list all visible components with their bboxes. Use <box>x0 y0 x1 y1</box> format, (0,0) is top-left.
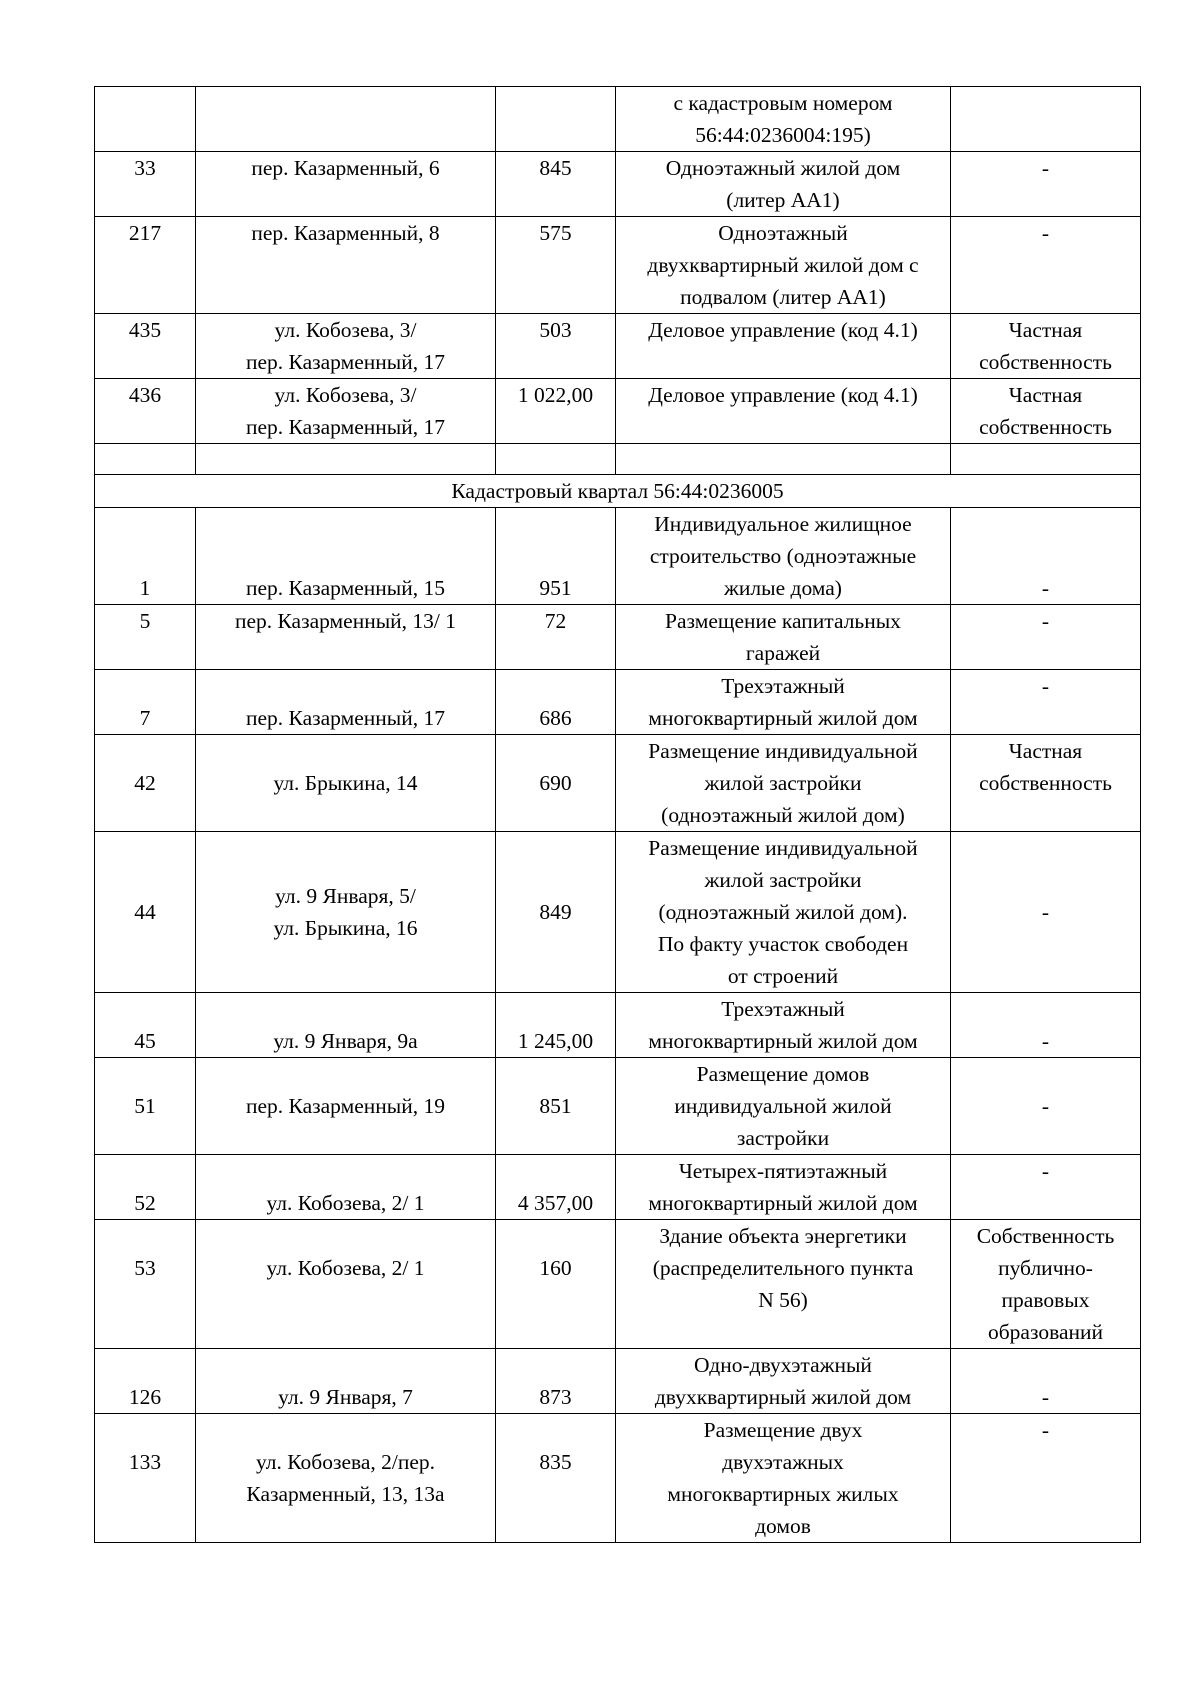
ownership-form: - <box>951 605 1141 670</box>
plot-number: 7 <box>95 670 196 735</box>
table-row <box>95 1155 1141 1220</box>
permitted-use: с кадастровым номером 56:44:0236004:195) <box>616 87 951 152</box>
plot-address: пер. Казарменный, 13/ 1 <box>196 605 496 670</box>
plot-area: 851 <box>496 1058 616 1155</box>
plot-address: ул. Брыкина, 14 <box>196 735 496 832</box>
plot-address: ул. Кобозева, 3/ пер. Казарменный, 17 <box>196 379 496 444</box>
ownership-form: - <box>951 217 1141 314</box>
plot-number: 435 <box>95 314 196 379</box>
plot-area: 160 <box>496 1220 616 1349</box>
plot-address: ул. 9 Января, 9а <box>196 993 496 1058</box>
permitted-use: Размещение двух двухэтажных многоквартирных жилых домов <box>616 1414 951 1543</box>
ownership-form: - <box>951 1349 1141 1414</box>
plot-area: 873 <box>496 1349 616 1414</box>
plot-area: 835 <box>496 1414 616 1543</box>
ownership-form: - <box>951 1414 1141 1543</box>
ownership-form: - <box>951 670 1141 735</box>
plot-number: 45 <box>95 993 196 1058</box>
permitted-use: Деловое управление (код 4.1) <box>616 379 951 444</box>
plot-number: 133 <box>95 1414 196 1543</box>
permitted-use: Размещение индивидуальной жилой застройки (одноэтажный жилой дом). По факту участок свободен от строений <box>616 832 951 993</box>
ownership-form <box>951 87 1141 152</box>
plot-area: 1 022,00 <box>496 379 616 444</box>
plot-address: пер. Казарменный, 6 <box>196 152 496 217</box>
plot-number <box>95 87 196 152</box>
permitted-use: Четырех-пятиэтажный многоквартирный жилой дом <box>616 1155 951 1220</box>
table-row <box>95 605 1141 670</box>
plot-address: пер. Казарменный, 15 <box>196 508 496 605</box>
permitted-use: Одноэтажный двухквартирный жилой дом с подвалом (литер АА1) <box>616 217 951 314</box>
plot-address: ул. Кобозева, 3/ пер. Казарменный, 17 <box>196 314 496 379</box>
table-row <box>95 508 1141 605</box>
plot-number: 44 <box>95 832 196 993</box>
plot-area: 72 <box>496 605 616 670</box>
plot-number: 1 <box>95 508 196 605</box>
plot-number: 436 <box>95 379 196 444</box>
permitted-use: Размещение капитальных гаражей <box>616 605 951 670</box>
ownership-form: - <box>951 1058 1141 1155</box>
permitted-use: Индивидуальное жилищное строительство (одноэтажные жилые дома) <box>616 508 951 605</box>
plot-address: пер. Казарменный, 17 <box>196 670 496 735</box>
plot-number: 42 <box>95 735 196 832</box>
ownership-form: - <box>951 508 1141 605</box>
plot-address: пер. Казарменный, 8 <box>196 217 496 314</box>
plot-number: 51 <box>95 1058 196 1155</box>
plot-area: 4 357,00 <box>496 1155 616 1220</box>
table-row <box>95 87 1141 152</box>
ownership-form: Собственность публично- правовых образований <box>951 1220 1141 1349</box>
plot-area: 503 <box>496 314 616 379</box>
permitted-use: Трехэтажный многоквартирный жилой дом <box>616 993 951 1058</box>
plot-area: 845 <box>496 152 616 217</box>
permitted-use: Деловое управление (код 4.1) <box>616 314 951 379</box>
ownership-form: Частная собственность <box>951 314 1141 379</box>
table-row <box>95 379 1141 444</box>
table-row <box>95 152 1141 217</box>
ownership-form: - <box>951 832 1141 993</box>
table-row <box>95 217 1141 314</box>
section-header-row <box>95 475 1141 508</box>
plot-area <box>496 87 616 152</box>
ownership-form: Частная собственность <box>951 735 1141 832</box>
plot-number: 217 <box>95 217 196 314</box>
land-plots-table <box>94 86 1141 1543</box>
permitted-use: Размещение домов индивидуальной жилой застройки <box>616 1058 951 1155</box>
plot-address: пер. Казарменный, 19 <box>196 1058 496 1155</box>
ownership-form: - <box>951 152 1141 217</box>
table-row <box>95 1058 1141 1155</box>
plot-address <box>196 87 496 152</box>
ownership-form: Частная собственность <box>951 379 1141 444</box>
cadastral-quarter-title: Кадастровый квартал 56:44:0236005 <box>95 475 1141 508</box>
plot-number: 126 <box>95 1349 196 1414</box>
plot-address: ул. 9 Января, 7 <box>196 1349 496 1414</box>
table-row <box>95 314 1141 379</box>
table-row <box>95 735 1141 832</box>
permitted-use: Здание объекта энергетики (распределительного пункта N 56) <box>616 1220 951 1349</box>
plot-area: 690 <box>496 735 616 832</box>
table-row <box>95 670 1141 735</box>
plot-address: ул. 9 Января, 5/ ул. Брыкина, 16 <box>196 832 496 993</box>
table-row <box>95 832 1141 993</box>
permitted-use: Одно-двухэтажный двухквартирный жилой дом <box>616 1349 951 1414</box>
ownership-form: - <box>951 1155 1141 1220</box>
table-row <box>95 1349 1141 1414</box>
plot-area: 951 <box>496 508 616 605</box>
permitted-use: Размещение индивидуальной жилой застройки (одноэтажный жилой дом) <box>616 735 951 832</box>
plot-area: 575 <box>496 217 616 314</box>
plot-address: ул. Кобозева, 2/пер. Казарменный, 13, 13а <box>196 1414 496 1543</box>
plot-address: ул. Кобозева, 2/ 1 <box>196 1220 496 1349</box>
plot-area: 849 <box>496 832 616 993</box>
plot-number: 53 <box>95 1220 196 1349</box>
table-body-top <box>95 87 1141 444</box>
plot-area: 686 <box>496 670 616 735</box>
permitted-use: Одноэтажный жилой дом (литер АА1) <box>616 152 951 217</box>
plot-number: 5 <box>95 605 196 670</box>
ownership-form: - <box>951 993 1141 1058</box>
plot-area: 1 245,00 <box>496 993 616 1058</box>
table-gap <box>95 444 1141 508</box>
plot-number: 52 <box>95 1155 196 1220</box>
permitted-use: Трехэтажный многоквартирный жилой дом <box>616 670 951 735</box>
plot-address: ул. Кобозева, 2/ 1 <box>196 1155 496 1220</box>
table-row <box>95 1220 1141 1349</box>
plot-number: 33 <box>95 152 196 217</box>
empty-row <box>95 444 1141 475</box>
table-body-section <box>95 508 1141 1543</box>
table-row <box>95 1414 1141 1543</box>
table-row <box>95 993 1141 1058</box>
